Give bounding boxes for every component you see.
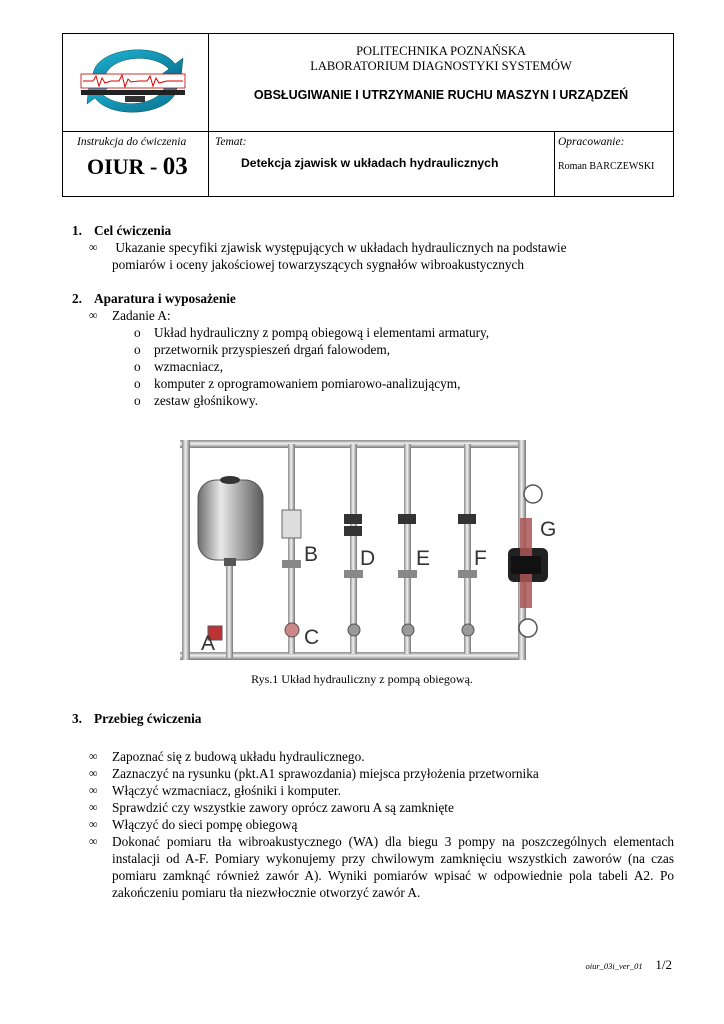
code-prefix: OIUR bbox=[87, 154, 145, 179]
infinity-bullet-icon: ∞ bbox=[89, 834, 98, 848]
procedure-step bbox=[72, 748, 674, 765]
university-name bbox=[209, 34, 673, 74]
lab-line: LABORATORIUM DIAGNOSTYKI SYSTEMÓW bbox=[310, 59, 572, 73]
equipment-item-text: wzmacniacz, bbox=[154, 359, 224, 374]
label-c: C bbox=[304, 626, 320, 649]
document-code: oiur_03i_ver_01 bbox=[585, 961, 643, 971]
label-b: B bbox=[304, 543, 319, 566]
section-1-bullet-line1: Ukazanie specyfiki zjawisk występujących w układach hydraulicznych na podstawie bbox=[115, 240, 567, 255]
section-2-number: 2. bbox=[72, 291, 82, 306]
section-1-bullet-line2: pomiarów i oceny jakościowej towarzyszących sygnałów wibroakustycznych bbox=[112, 257, 525, 272]
university-line: POLITECHNIKA POZNAŃSKA bbox=[356, 44, 526, 58]
circle-bullet-icon: o bbox=[134, 342, 141, 357]
page-footer bbox=[585, 957, 672, 973]
equipment-item bbox=[72, 375, 674, 392]
section-1-heading bbox=[72, 222, 674, 239]
circle-bullet-icon: o bbox=[134, 325, 141, 340]
section-1-title: Cel ćwiczenia bbox=[94, 223, 172, 238]
procedure-step-text: Zaznaczyć na rysunku (pkt.A1 sprawozdania) miejsca przyłożenia przetwornika bbox=[112, 766, 539, 781]
circle-bullet-icon: o bbox=[134, 393, 141, 408]
section-2-task bbox=[72, 307, 674, 324]
infinity-bullet-icon: ∞ bbox=[89, 766, 98, 780]
procedure-step bbox=[72, 765, 674, 782]
task-label: Zadanie A: bbox=[112, 308, 171, 323]
equipment-item bbox=[72, 392, 674, 409]
page-number: 1/2 bbox=[655, 957, 672, 972]
section-3-heading bbox=[72, 710, 674, 727]
procedure-step bbox=[72, 816, 674, 833]
author-name: Roman BARCZEWSKI bbox=[558, 161, 655, 172]
code-number: 03 bbox=[162, 153, 188, 180]
hydraulic-system-photo bbox=[178, 430, 562, 672]
label-g: G bbox=[540, 518, 557, 541]
procedure-step-text: Dokonać pomiaru tła wibroakustycznego (WA) dla biegu 3 pompy na poszczególnych elementach instalacji od A-F. Pomiary wykonujemy przy chwilowym zamknięciu wszystkich zaworów (na czas pomiaru zamknąć również zawór A). Wyniki pomiarów wpisać w odpowiednie pola tabeli A2. Po zakończeniu pomiaru tła niezwłocznie otworzyć zawór A. bbox=[112, 834, 674, 900]
procedure-step bbox=[72, 833, 674, 901]
equipment-item-text: przetwornik przyspieszeń drgań falowodem, bbox=[154, 342, 391, 357]
equipment-item-text: zestaw głośnikowy. bbox=[154, 393, 259, 408]
equipment-item bbox=[72, 358, 674, 375]
header-table bbox=[62, 33, 674, 197]
course-title: OBSŁUGIWANIE I UTRZYMANIE RUCHU MASZYN I URZĄDZEŃ bbox=[253, 88, 629, 102]
procedure-step-text: Włączyć wzmacniacz, głośniki i komputer. bbox=[112, 783, 341, 798]
infinity-bullet-icon: ∞ bbox=[89, 800, 98, 814]
instruction-cell bbox=[63, 132, 209, 197]
infinity-bullet-icon: ∞ bbox=[89, 749, 98, 763]
topic-label: Temat: bbox=[215, 136, 247, 148]
circle-bullet-icon: o bbox=[134, 359, 141, 374]
author-cell bbox=[555, 132, 674, 197]
procedure-step bbox=[72, 799, 674, 816]
topic-title: Detekcja zjawisk w układach hydraulicznych bbox=[241, 156, 499, 170]
topic-cell bbox=[209, 132, 555, 197]
label-d: D bbox=[360, 547, 376, 570]
infinity-bullet-icon: ∞ bbox=[89, 783, 98, 797]
logo-cell bbox=[63, 34, 209, 132]
circle-bullet-icon: o bbox=[134, 376, 141, 391]
section-2-title: Aparatura i wyposażenie bbox=[94, 291, 236, 306]
equipment-item bbox=[72, 324, 674, 341]
section-2-heading bbox=[72, 290, 674, 307]
procedure-step-text: Sprawdzić czy wszystkie zawory oprócz zaworu A są zamknięte bbox=[112, 800, 454, 815]
exercise-code bbox=[87, 153, 208, 181]
equipment-item-text: Układ hydrauliczny z pompą obiegową i elementami armatury, bbox=[154, 325, 490, 340]
infinity-bullet-icon: ∞ bbox=[89, 308, 98, 322]
procedure-step bbox=[72, 782, 674, 799]
section-3-title: Przebieg ćwiczenia bbox=[94, 711, 202, 726]
section-1-bullet bbox=[72, 239, 674, 273]
section-3-number: 3. bbox=[72, 711, 82, 726]
label-a: A bbox=[201, 632, 216, 655]
section-1-number: 1. bbox=[72, 223, 82, 238]
equipment-item-text: komputer z oprogramowaniem pomiarowo-analizującym, bbox=[154, 376, 461, 391]
instruction-label: Instrukcja do ćwiczenia bbox=[77, 136, 187, 148]
label-e: E bbox=[416, 547, 431, 570]
procedure-step-text: Zapoznać się z budową układu hydraulicznego. bbox=[112, 749, 365, 764]
infinity-bullet-icon: ∞ bbox=[89, 240, 98, 254]
procedure-step-text: Włączyć do sieci pompę obiegową bbox=[112, 817, 298, 832]
lab-logo bbox=[63, 34, 208, 126]
code-dash: - bbox=[149, 154, 158, 179]
figure-caption: Rys.1 Układ hydrauliczny z pompą obiegową. bbox=[251, 672, 473, 686]
infinity-bullet-icon: ∞ bbox=[89, 817, 98, 831]
label-f: F bbox=[474, 547, 487, 570]
header-title-cell bbox=[209, 34, 674, 132]
author-label: Opracowanie: bbox=[558, 136, 625, 148]
equipment-item bbox=[72, 341, 674, 358]
